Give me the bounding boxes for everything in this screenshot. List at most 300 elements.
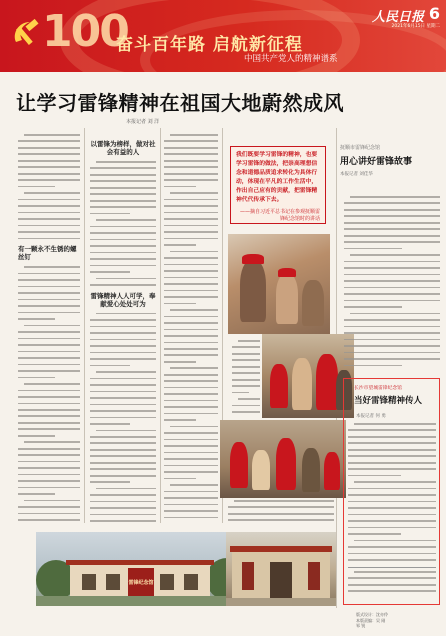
text-line	[90, 352, 156, 354]
text-line	[348, 577, 436, 579]
text-line	[90, 378, 156, 380]
text-line	[18, 318, 55, 320]
text-line	[90, 417, 156, 419]
text-line	[90, 319, 156, 321]
text-line	[348, 488, 436, 490]
text-line	[96, 371, 156, 373]
body-text-lines	[18, 134, 80, 239]
window	[160, 574, 174, 590]
text-line	[164, 225, 218, 227]
text-line	[344, 202, 440, 204]
article-column-4	[232, 340, 260, 420]
text-line	[96, 161, 156, 163]
text-line	[170, 192, 218, 194]
masthead-slogan: 奋斗百年路 启航新征程	[116, 35, 303, 55]
text-line	[90, 384, 156, 386]
text-line	[164, 504, 218, 506]
text-line	[90, 265, 156, 267]
body-text-lines	[348, 423, 436, 561]
article-column-4-tail	[228, 500, 334, 526]
text-line	[164, 478, 196, 480]
text-line	[90, 345, 156, 347]
editor-credits	[356, 612, 388, 629]
text-line	[18, 173, 80, 175]
text-line	[164, 290, 218, 292]
text-line	[344, 241, 440, 243]
text-line	[348, 429, 436, 431]
notes-divider	[348, 567, 436, 568]
text-line	[90, 436, 156, 438]
text-line	[170, 426, 218, 428]
text-line	[18, 286, 80, 288]
sidebar-kicker: 抚顺市雷锋纪念馆	[340, 145, 381, 151]
text-line	[348, 590, 436, 592]
text-line	[90, 481, 130, 483]
text-line	[348, 475, 401, 477]
text-line	[18, 205, 80, 207]
centenary-number: 100	[42, 6, 128, 57]
text-line	[348, 546, 436, 548]
text-line	[18, 409, 80, 411]
text-line	[18, 147, 80, 149]
text-line	[90, 187, 156, 189]
text-line	[18, 357, 80, 359]
text-line	[344, 222, 440, 224]
page-number: 6	[428, 4, 440, 23]
text-line	[18, 487, 80, 489]
text-line	[90, 455, 156, 457]
entrance-pillar	[308, 562, 320, 590]
text-line	[170, 484, 218, 486]
text-line	[348, 527, 436, 529]
text-line	[344, 300, 440, 302]
text-line	[354, 540, 436, 542]
text-line	[90, 193, 156, 195]
quote-box	[230, 146, 326, 224]
text-line	[18, 506, 80, 508]
text-line	[164, 296, 218, 298]
window	[82, 574, 96, 590]
main-byline: 本报记者 刘 洋	[126, 119, 160, 125]
text-line	[24, 383, 80, 385]
text-line	[164, 432, 218, 434]
text-line	[344, 319, 440, 321]
text-line	[164, 153, 218, 155]
text-line	[96, 430, 156, 432]
text-line	[344, 248, 402, 250]
text-line	[232, 379, 260, 381]
person-figure	[324, 452, 340, 490]
text-line	[18, 351, 80, 353]
text-line	[350, 313, 440, 315]
text-line	[90, 206, 156, 208]
building-roof	[66, 560, 214, 565]
text-line	[164, 387, 218, 389]
text-line	[170, 251, 218, 253]
text-line	[232, 372, 260, 374]
text-line	[164, 491, 218, 493]
text-line	[90, 271, 130, 273]
window	[184, 574, 198, 590]
text-line	[18, 312, 80, 314]
photo-children-studying	[228, 234, 330, 334]
text-line	[164, 283, 218, 285]
text-line	[164, 354, 218, 356]
text-line	[18, 299, 80, 301]
text-line	[90, 239, 156, 241]
entrance-door	[270, 562, 292, 598]
text-line	[18, 403, 80, 405]
text-line	[232, 366, 260, 368]
text-line	[232, 392, 249, 394]
subheading: 雷锋精神人人可学，奉献爱心处处可为	[90, 291, 156, 308]
text-line	[90, 232, 156, 234]
text-line	[18, 218, 80, 220]
text-line	[164, 342, 218, 344]
building-roof	[230, 546, 332, 552]
text-line	[228, 513, 334, 515]
text-line	[164, 199, 218, 201]
text-line	[18, 467, 80, 469]
text-line	[18, 448, 80, 450]
text-line	[90, 449, 156, 451]
text-line	[24, 500, 80, 502]
text-line	[164, 510, 218, 512]
person-figure	[230, 442, 248, 488]
text-line	[348, 449, 436, 451]
text-line	[24, 192, 80, 194]
text-line	[90, 213, 130, 215]
dateline: 2021年6月15日 星期二	[391, 24, 440, 29]
text-line	[90, 365, 130, 367]
text-line	[90, 252, 156, 254]
text-line	[164, 452, 218, 454]
person-figure	[302, 280, 324, 326]
text-line	[238, 398, 260, 400]
text-line	[96, 313, 156, 315]
person-figure	[316, 354, 338, 410]
hammer-sickle-icon	[8, 16, 44, 52]
text-line	[90, 245, 156, 247]
text-line	[18, 186, 55, 188]
text-line	[164, 166, 218, 168]
text-line	[348, 455, 436, 457]
text-line	[18, 166, 80, 168]
text-line	[354, 571, 436, 573]
memorial-sign: 雷锋纪念馆	[128, 568, 154, 596]
lawn	[36, 596, 242, 606]
text-line	[344, 287, 440, 289]
text-line	[164, 439, 218, 441]
text-line	[344, 209, 440, 211]
person-figure	[292, 358, 312, 410]
text-line	[164, 400, 218, 402]
entrance-pillar	[242, 562, 254, 590]
text-line	[348, 462, 436, 464]
text-line	[90, 404, 156, 406]
text-line	[164, 471, 218, 473]
plaza	[226, 598, 336, 606]
text-line	[90, 494, 156, 496]
person-figure	[276, 438, 296, 490]
editor-credit-line: 版式设计：沈亦伶	[356, 612, 388, 617]
person-figure	[302, 448, 320, 492]
text-line	[90, 397, 156, 399]
paper-logo: 人民日报	[371, 10, 424, 25]
text-line	[344, 339, 440, 341]
photo-memorial-hall	[226, 532, 336, 606]
text-line	[96, 219, 156, 221]
text-line	[90, 507, 156, 509]
text-line	[348, 533, 401, 535]
text-line	[164, 413, 218, 415]
article-column-2	[90, 134, 156, 524]
text-line	[348, 559, 436, 561]
text-line	[164, 140, 218, 142]
text-line	[170, 367, 218, 369]
text-line	[232, 346, 260, 348]
text-line	[232, 353, 260, 355]
text-line	[344, 306, 402, 308]
text-line	[18, 435, 55, 437]
text-line	[228, 519, 334, 521]
text-line	[348, 436, 436, 438]
sidebar-byline: 本报记者 刘佳华	[340, 172, 373, 177]
text-line	[164, 270, 218, 272]
text-line	[18, 273, 80, 275]
text-line	[24, 441, 80, 443]
text-line	[96, 488, 156, 490]
text-line	[18, 513, 80, 515]
photo-group-activity	[220, 420, 346, 498]
text-line	[18, 519, 80, 521]
article-column-3	[164, 134, 218, 524]
text-line	[18, 153, 80, 155]
text-line	[164, 316, 218, 318]
text-line	[18, 279, 80, 281]
body-text-lines	[228, 500, 334, 521]
text-line	[18, 140, 80, 142]
text-line	[90, 167, 156, 169]
text-line	[18, 454, 80, 456]
text-line	[18, 480, 80, 482]
text-line	[348, 514, 436, 516]
text-line	[164, 147, 218, 149]
text-line	[164, 445, 218, 447]
text-line	[354, 423, 436, 425]
text-line	[164, 264, 218, 266]
text-line	[344, 358, 440, 360]
text-line	[348, 442, 436, 444]
text-line	[90, 423, 130, 425]
text-line	[164, 160, 218, 162]
text-line	[170, 309, 218, 311]
body-text-lines	[164, 134, 218, 518]
text-line	[90, 391, 156, 393]
highlighted-article-box	[343, 378, 440, 605]
body-text-lines	[18, 266, 80, 520]
text-line	[18, 461, 80, 463]
text-line	[344, 235, 440, 237]
person-figure	[270, 364, 288, 408]
text-line	[344, 261, 440, 263]
text-line	[232, 385, 260, 387]
text-line	[90, 501, 156, 503]
text-line	[18, 377, 55, 379]
text-line	[164, 517, 218, 519]
text-line	[90, 284, 156, 286]
text-line	[164, 393, 218, 395]
text-line	[18, 390, 80, 392]
text-line	[344, 280, 440, 282]
text-line	[164, 406, 218, 408]
text-line	[344, 267, 440, 269]
text-line	[348, 520, 436, 522]
body-text-lines	[232, 340, 260, 413]
text-line	[164, 458, 218, 460]
text-line	[24, 325, 80, 327]
text-line	[350, 254, 440, 256]
text-line	[90, 520, 156, 522]
text-line	[164, 303, 196, 305]
text-line	[18, 160, 80, 162]
text-line	[238, 340, 260, 342]
text-line	[90, 442, 156, 444]
text-line	[18, 305, 80, 307]
text-line	[24, 134, 80, 136]
text-line	[344, 228, 440, 230]
text-line	[348, 468, 436, 470]
body-text-lines	[90, 313, 156, 524]
text-line	[170, 134, 218, 136]
text-line	[354, 481, 436, 483]
text-line	[18, 344, 80, 346]
text-line	[90, 462, 156, 464]
text-line	[90, 258, 156, 260]
text-line	[164, 277, 218, 279]
text-line	[90, 339, 156, 341]
text-line	[18, 225, 80, 227]
text-line	[344, 332, 440, 334]
window	[106, 574, 120, 590]
boxed-article-kicker: 长沙市望城雷锋纪念馆	[354, 386, 402, 391]
body-text-lines	[348, 571, 436, 592]
boxed-article-byline: 本报记者 何 勇	[356, 414, 386, 419]
text-line	[344, 215, 440, 217]
text-line	[90, 226, 156, 228]
text-line	[164, 361, 196, 363]
text-line	[234, 500, 334, 502]
text-line	[90, 200, 156, 202]
text-line	[18, 338, 80, 340]
text-line	[164, 335, 218, 337]
sidebar-title: 用心讲好雷锋故事	[340, 157, 413, 167]
column-divider	[84, 128, 85, 523]
text-line	[18, 422, 80, 424]
text-line	[350, 196, 440, 198]
text-line	[164, 380, 218, 382]
photo-memorial-building	[36, 532, 242, 606]
boxed-article-title: 当好雷锋精神传人	[354, 396, 423, 406]
text-line	[344, 365, 402, 367]
photo-volunteers	[262, 334, 354, 418]
person-figure	[240, 260, 266, 322]
red-cap	[242, 254, 264, 264]
sidebar-article-body	[344, 196, 440, 372]
text-line	[18, 396, 80, 398]
text-line	[344, 326, 440, 328]
body-text-lines	[344, 196, 440, 366]
text-line	[348, 494, 436, 496]
text-line	[90, 475, 156, 477]
text-line	[164, 244, 196, 246]
text-line	[18, 474, 80, 476]
text-line	[164, 465, 218, 467]
text-line	[90, 358, 156, 360]
text-line	[96, 278, 156, 280]
text-line	[90, 514, 156, 516]
text-line	[90, 326, 156, 328]
text-line	[164, 231, 218, 233]
text-line	[18, 199, 80, 201]
article-column-1	[18, 134, 80, 524]
text-line	[164, 322, 218, 324]
text-line	[90, 332, 156, 334]
text-line	[232, 411, 260, 413]
text-line	[24, 266, 80, 268]
boxed-article-notes	[348, 571, 436, 601]
text-line	[344, 352, 440, 354]
text-line	[348, 553, 436, 555]
text-line	[164, 186, 196, 188]
person-figure	[252, 450, 270, 490]
column-divider	[160, 128, 161, 523]
text-line	[164, 205, 218, 207]
text-line	[164, 329, 218, 331]
subheading: 以雷锋为榜样，做对社会有益的人	[90, 140, 156, 156]
person-figure	[276, 274, 298, 324]
text-line	[344, 293, 440, 295]
text-line	[18, 212, 80, 214]
text-line	[232, 405, 260, 407]
text-line	[348, 501, 436, 503]
text-line	[18, 179, 80, 181]
editor-credit-line: 本版责编：吴 刚	[356, 617, 386, 623]
text-line	[18, 493, 55, 495]
text-line	[164, 374, 218, 376]
text-line	[164, 212, 218, 214]
text-line	[18, 331, 80, 333]
text-line	[164, 173, 218, 175]
text-line	[164, 179, 218, 181]
text-line	[348, 507, 436, 509]
subheading: 有一颗永不生锈的螺丝钉	[18, 245, 77, 262]
red-cap	[278, 268, 296, 277]
body-text-lines	[90, 161, 156, 286]
text-line	[228, 506, 334, 508]
text-line	[18, 364, 80, 366]
text-line	[18, 292, 80, 294]
masthead-subslogan: 中国共产党人的精神谱系	[244, 54, 338, 64]
text-line	[164, 218, 218, 220]
text-line	[344, 274, 440, 276]
text-line	[90, 410, 156, 412]
text-line	[164, 419, 196, 421]
text-line	[18, 370, 80, 372]
masthead-banner	[0, 0, 446, 72]
text-line	[232, 359, 260, 361]
text-line	[18, 415, 80, 417]
